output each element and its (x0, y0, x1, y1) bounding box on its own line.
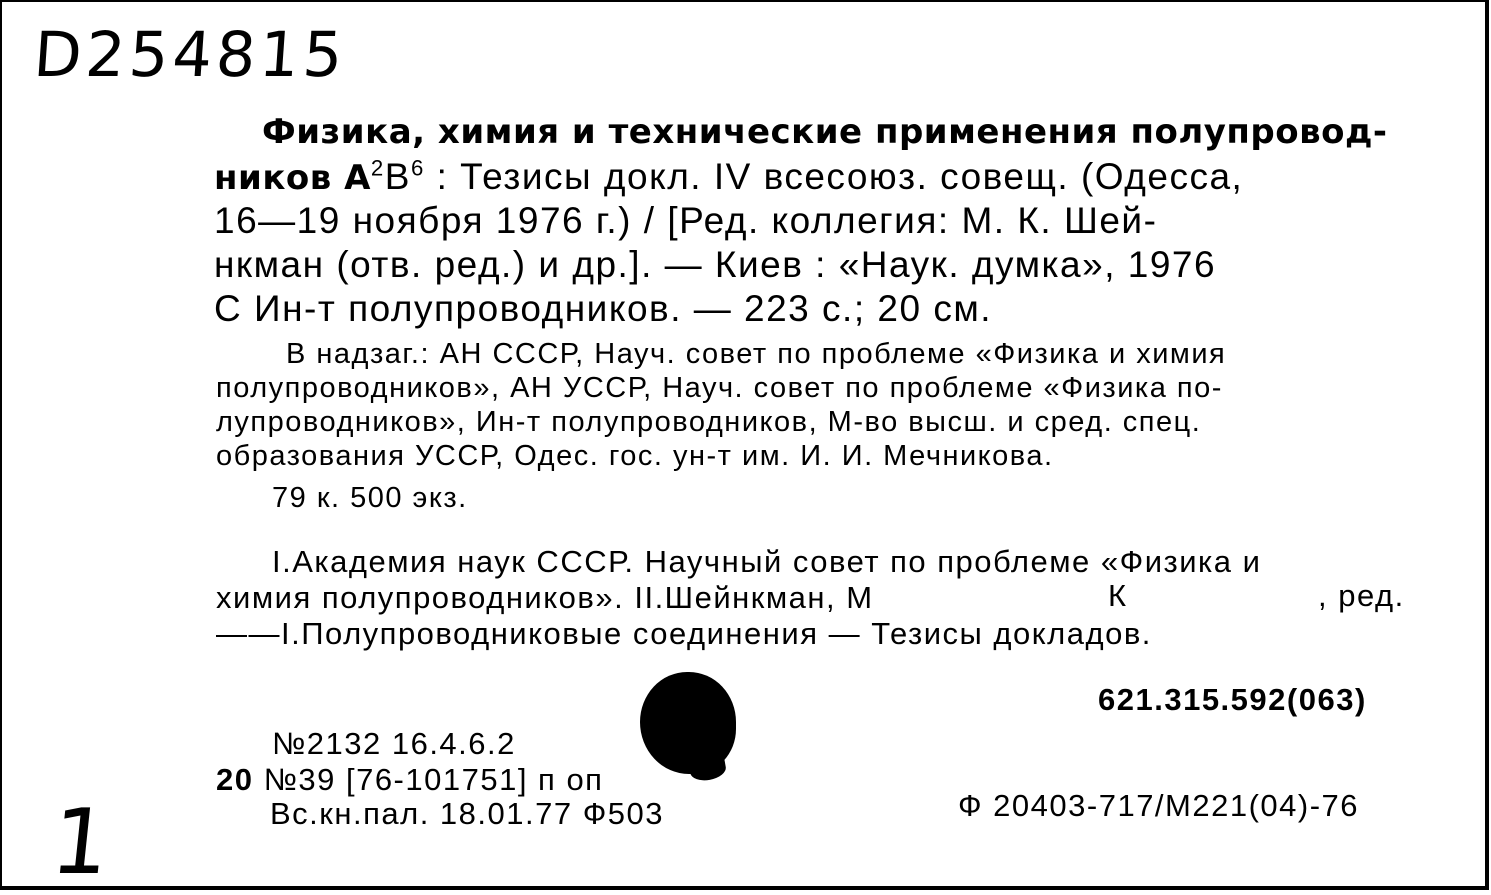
handwritten-number: 1 (46, 790, 115, 895)
imprint-line: нкман (отв. ред.) и др.]. — Киев : «Наук. думка», 1976 (214, 244, 1217, 285)
tracing-k: К (1108, 578, 1128, 613)
note-line-2: полупроводников», АН УССР, Науч. совет по проблеме «Физика по- (216, 372, 1223, 404)
collation-line: С Ин-т полупроводников. — 223 с.; 20 см. (214, 288, 993, 329)
footer-line-3: Вс.кн.пал. 18.01.77 Ф503 (270, 796, 664, 831)
footer-right: Ф 20403-717/М221(04)-76 (958, 788, 1360, 823)
tracing-red: , ред. (1318, 578, 1405, 613)
title-line-2: ников $А^2В^6$ : Тезисы докл. IV всесоюз. совещ. (Одесса, (214, 155, 1244, 198)
note-line-3: лупроводников», Ин-т полупроводников, М-во высш. и сред. спец. (216, 406, 1202, 438)
tracing-line-1: I.Академия наук СССР. Научный совет по проблеме «Физика и (272, 544, 1262, 579)
note-line-4: образования УССР, Одес. гос. ун-т им. И. И. Мечникова. (216, 440, 1054, 472)
tracing-line-3: ——I.Полупроводниковые соединения — Тезисы докладов. (216, 616, 1152, 651)
udc-number: 621.315.592(063) (1098, 682, 1367, 717)
note-line-1: В надзаг.: АН СССР, Науч. совет по проблеме «Физика и химия (286, 338, 1227, 370)
title-line-3: 16—19 ноября 1976 г.) / [Ред. коллегия: М. К. Шей- (214, 200, 1158, 241)
footer-line-2: 20 №39 [76-101751] п оп (216, 762, 604, 797)
price-line: 79 к. 500 экз. (272, 482, 468, 514)
tracing-line-2: химия полупроводников». II.Шейнкман, М (216, 580, 874, 615)
card-code: D254815 (31, 18, 349, 91)
footer-line-1: №2132 16.4.6.2 (272, 726, 516, 761)
title-line-1: Физика, химия и технические применения полупровод- (262, 112, 1388, 152)
